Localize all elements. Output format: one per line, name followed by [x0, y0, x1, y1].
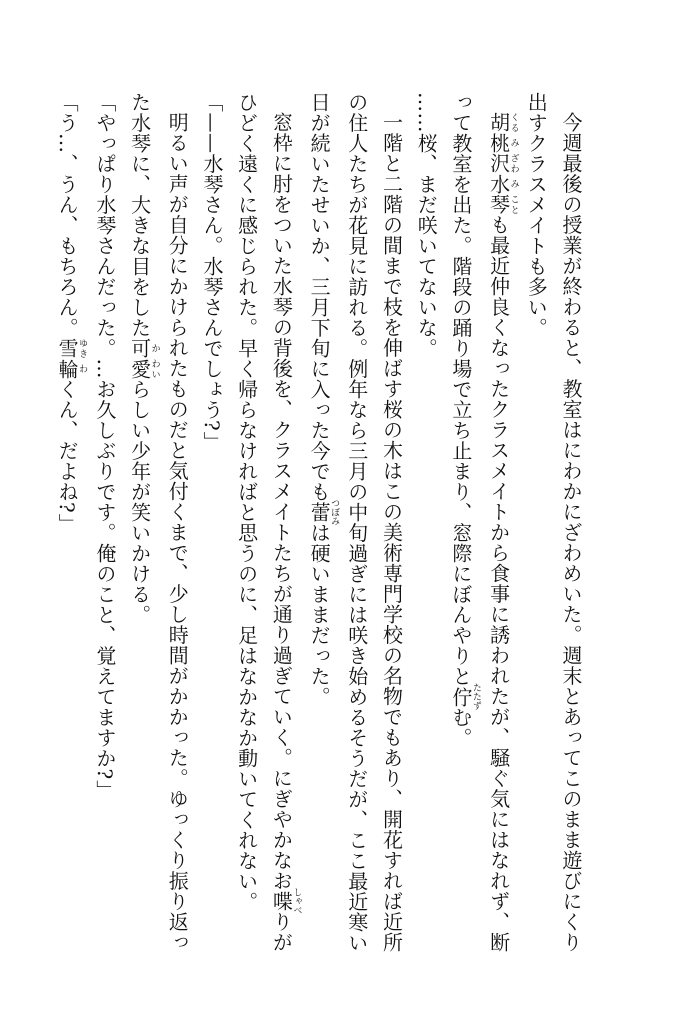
vertical-text-body: [49, 92, 588, 972]
furigana: こと: [508, 194, 519, 215]
ruby-word: [127, 338, 160, 359]
furigana: わ: [77, 358, 88, 379]
text-line: [87, 92, 122, 972]
text-segment: 「う…、うん、もちろん。: [55, 92, 80, 338]
text-segment: りが: [269, 911, 294, 953]
text-segment: って教室を出た。階段の踊り場で立ち止まり、窓際にぼんやりと: [448, 92, 473, 687]
text-segment: 明るい声が自分にかけられたものだと気付くまで、少し時間がかかった。ゆっくり振り返っ: [165, 112, 190, 953]
ruby-base: 喋: [269, 887, 294, 915]
ruby-word: [55, 338, 88, 359]
ruby-word: [448, 683, 481, 711]
ruby-word: [269, 887, 302, 915]
ruby-base: 水: [486, 173, 511, 194]
text-line: [553, 92, 588, 972]
ruby-word: [486, 112, 519, 133]
text-segment: ……桜、まだ咲いてないな。: [414, 92, 439, 359]
text-segment: 出すクラスメイトも多い。: [524, 92, 549, 338]
text-segment: 日が続いたせいか、三月下旬に入った今でも: [307, 92, 332, 502]
text-line: [160, 92, 195, 972]
furigana: しゃべ: [291, 887, 302, 915]
ruby-base: 琴: [486, 194, 511, 215]
text-segment: む。: [448, 707, 473, 748]
text-segment: も最近仲良くなったクラスメイトから食事に誘われたが、騒ぐ気にはなれず、断: [486, 214, 511, 953]
text-segment: の住人たちが花見に訪れる。例年なら三月の中旬過ぎには咲き始めるそうだが、ここ最近寒い: [344, 92, 369, 953]
text-segment: た水琴に、大きな目をした: [127, 92, 152, 338]
ruby-base: 蕾: [307, 498, 332, 526]
furigana: ゆき: [77, 338, 88, 359]
ruby-word: [486, 153, 519, 174]
text-line: [301, 92, 339, 972]
text-line: [408, 92, 443, 972]
ruby-base: 胡: [486, 112, 511, 133]
text-line: [481, 92, 519, 972]
text-segment: 窓枠に肘をついた水琴の背後を、クラスメイトたちが通り過ぎていく。にぎやかなお: [269, 112, 294, 891]
furigana: くる: [508, 112, 519, 133]
text-segment: 「——水琴さん。水琴さんでしょう?」: [199, 92, 224, 452]
ruby-base: 輪: [55, 358, 80, 379]
text-line: [264, 92, 302, 972]
furigana: わい: [149, 358, 160, 379]
furigana: み: [508, 173, 519, 194]
furigana: ざわ: [508, 153, 519, 174]
text-segment: 一階と二階の間まで枝を伸ばす桜の木はこの美術専門学校の名物でもあり、開花すれば近所: [379, 112, 404, 953]
text-line: [49, 92, 87, 972]
ruby-base: 雪: [55, 338, 80, 359]
furigana: つぼみ: [329, 498, 340, 526]
text-line: [339, 92, 374, 972]
text-line: [122, 92, 160, 972]
text-line: [194, 92, 229, 972]
ruby-word: [486, 173, 519, 195]
text-segment: ひどく遠くに感じられた。早く帰らなければと思うのに、足はなかなか動いてくれない。: [234, 92, 259, 912]
text-segment: は硬いままだった。: [307, 522, 332, 707]
ruby-base: 沢: [486, 153, 511, 174]
text-segment: らしい少年が笑いかける。: [127, 379, 152, 625]
ruby-base: 桃: [486, 132, 511, 153]
text-line: [229, 92, 264, 972]
text-segment: 今週最後の授業が終わると、教室はにわかにざわめいた。週末とあってこのまま遊びにくり: [559, 112, 583, 953]
furigana: み: [508, 132, 519, 153]
furigana: か: [149, 338, 160, 359]
ruby-word: [486, 132, 519, 154]
ruby-base: 佇: [448, 683, 473, 711]
ruby-base: 愛: [127, 358, 152, 379]
text-line: [519, 92, 554, 972]
text-segment: 「やっぱり水琴さんだった。…お久しぶりです。俺のこと、覚えてますか?」: [92, 92, 117, 801]
ruby-word: [127, 358, 160, 380]
ruby-word: [307, 498, 340, 526]
ruby-word: [55, 358, 88, 380]
text-segment: くん、だよね?」: [55, 379, 80, 534]
furigana: たたず: [470, 683, 481, 711]
ruby-word: [486, 194, 519, 215]
ruby-base: 可: [127, 338, 152, 359]
text-line: [374, 92, 409, 972]
text-line: [443, 92, 481, 972]
